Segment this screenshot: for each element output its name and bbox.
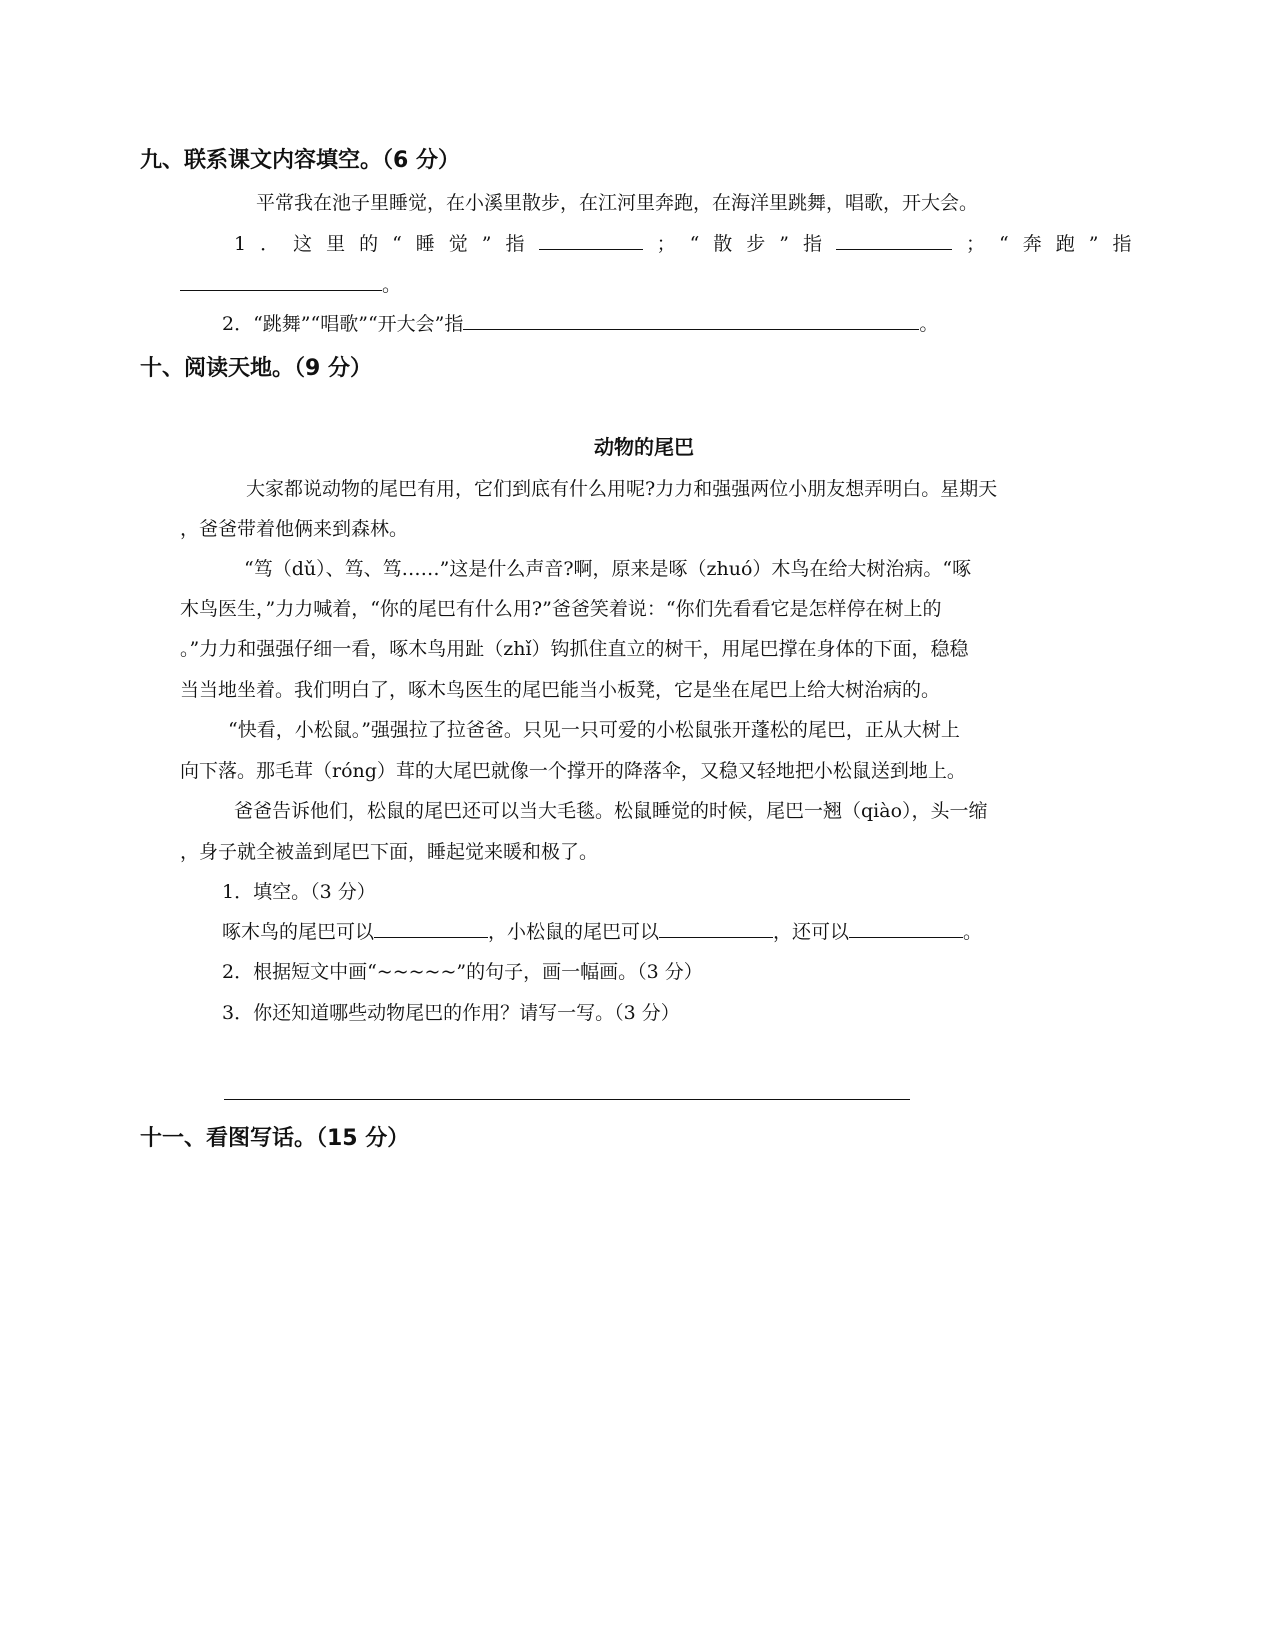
reading-question-3: 3．你还知道哪些动物尾巴的作用？请写一写。（3 分） xyxy=(222,1002,680,1024)
fill-part-b: ，小松鼠的尾巴可以 xyxy=(488,921,660,943)
reading-line: 木鸟医生，”力力喊着，“你的尾巴有什么用?”爸爸笑着说：“你们先看看它是怎样停在树上的 xyxy=(180,598,942,620)
reading-line: 。”力力和强强仔细一看，啄木鸟用趾（zhǐ）钩抓住直立的树干，用尾巴撑在身体的下面，稳稳 xyxy=(180,638,969,660)
section-9-question-1-continued xyxy=(180,270,401,297)
question-1-part-a: 1．这里的“睡觉”指 xyxy=(234,233,539,255)
answer-blank[interactable] xyxy=(180,272,382,291)
answer-blank[interactable] xyxy=(374,919,488,938)
section-9-question-1 xyxy=(234,229,1145,256)
section-9-question-2 xyxy=(222,309,938,336)
reading-line: ，身子就全被盖到尾巴下面，睡起觉来暖和极了。 xyxy=(180,841,599,863)
answer-blank[interactable] xyxy=(539,231,643,250)
answer-blank[interactable] xyxy=(659,919,773,938)
reading-line: “笃（dǔ）、笃、笃……”这是什么声音?啊，原来是啄（zhuó）木鸟在给大树治病。“啄 xyxy=(244,558,972,580)
fill-part-c: ，还可以 xyxy=(773,921,850,943)
reading-line: 爸爸告诉他们，松鼠的尾巴还可以当大毛毯。松鼠睡觉的时候，尾巴一翘（qiào），头一缩 xyxy=(234,800,988,822)
question-1-part-b: ；“散步”指 xyxy=(656,233,836,255)
fill-end: 。 xyxy=(963,921,983,943)
reading-line: 大家都说动物的尾巴有用，它们到底有什么用呢?力力和强强两位小朋友想弄明白。星期天 xyxy=(246,478,998,500)
question-1-end: 。 xyxy=(382,274,402,296)
answer-line[interactable] xyxy=(224,1099,910,1100)
reading-question-1-label: 1．填空。（3 分） xyxy=(222,881,376,903)
section-9-passage: 平常我在池子里睡觉，在小溪里散步，在江河里奔跑，在海洋里跳舞，唱歌，开大会。 xyxy=(256,192,979,214)
reading-line: 向下落。那毛茸（róng）茸的大尾巴就像一个撑开的降落伞，又稳又轻地把小松鼠送到地上。 xyxy=(180,760,966,782)
section-10-heading: 十、阅读天地。（9 分） xyxy=(140,356,372,381)
question-2-end: 。 xyxy=(919,313,939,335)
reading-line: “快看，小松鼠。”强强拉了拉爸爸。只见一只可爱的小松鼠张开蓬松的尾巴，正从大树上 xyxy=(228,719,960,741)
answer-blank[interactable] xyxy=(836,231,952,250)
fill-part-a: 啄木鸟的尾巴可以 xyxy=(222,921,375,943)
question-1-part-c: ；“奔跑”指 xyxy=(966,233,1146,255)
reading-line: ，爸爸带着他俩来到森林。 xyxy=(180,518,409,540)
reading-question-2: 2．根据短文中画“~~~~~”的句子，画一幅画。（3 分） xyxy=(222,961,703,983)
section-9-heading: 九、联系课文内容填空。（6 分） xyxy=(140,148,460,173)
reading-question-1-fill xyxy=(222,917,982,944)
reading-title: 动物的尾巴 xyxy=(594,435,694,459)
answer-blank[interactable] xyxy=(463,311,919,330)
reading-line: 当当地坐着。我们明白了，啄木鸟医生的尾巴能当小板凳，它是坐在尾巴上给大树治病的。 xyxy=(180,679,941,701)
question-2-text: 2．“跳舞”“唱歌”“开大会”指 xyxy=(222,313,464,335)
section-11-heading: 十一、看图写话。（15 分） xyxy=(140,1126,410,1151)
answer-blank[interactable] xyxy=(849,919,963,938)
